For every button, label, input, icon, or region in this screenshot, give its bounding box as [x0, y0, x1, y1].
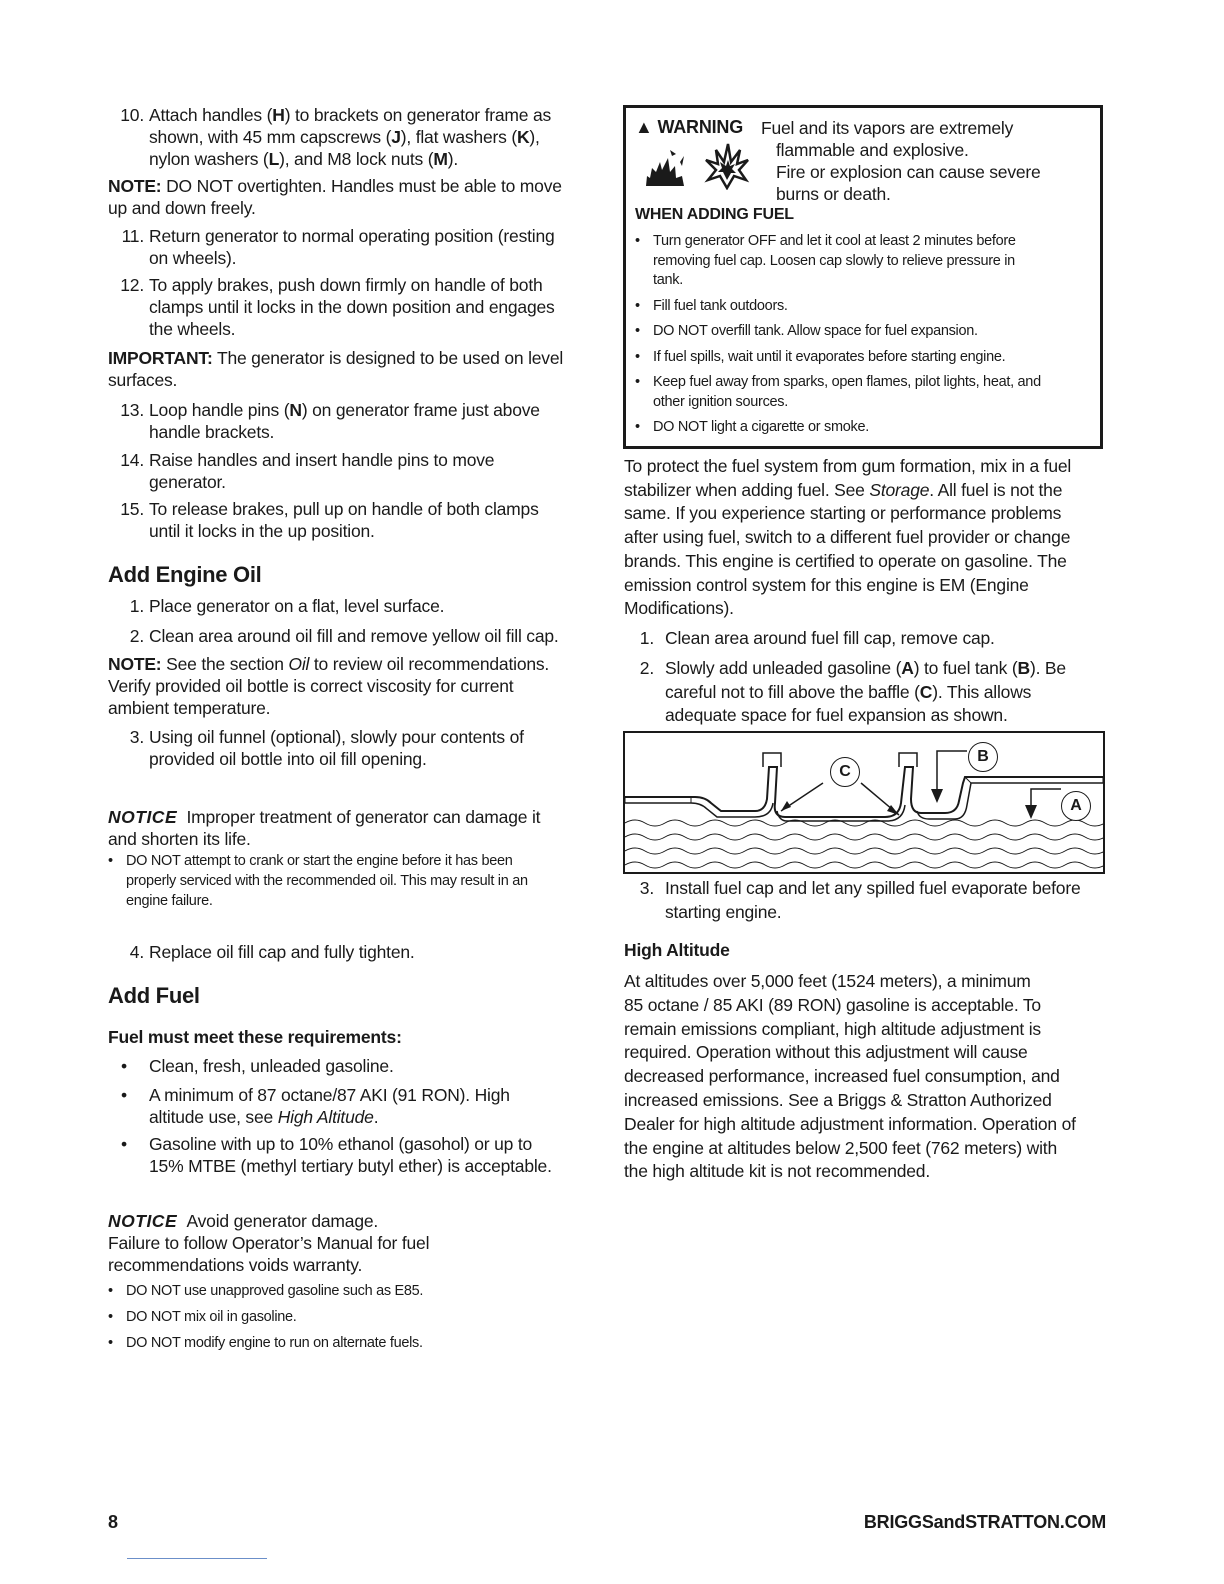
callout-c: C — [830, 757, 860, 787]
warning-bullets: • Turn generator OFF and let it cool at least 2 minutes before removing fuel cap. Loosen cap slowly to relieve pressure in tank. • Fill fuel tank outdoors. • DO NOT overfill tank. Allow space for fuel expansion. • If fuel spills, wait until it evaporates before starting engine. • Keep fuel away from sparks, open flames, pilot lights, heat, and other ignition sources. • DO NOT light a cigarette or smoke. — [635, 233, 1041, 435]
heading-add-fuel: Add Fuel — [108, 983, 200, 1008]
page-number: 8 — [108, 1512, 118, 1532]
high-altitude-paragraph: At altitudes over 5,000 feet (1524 meters), a minimum 85 octane / 85 AKI (89 RON) gasoline is acceptable. To remain emissions compliant, high altitude adjustment is required. Operation without this adjustment will cause decreased performance, increased fuel consumption, and increased emissions. See a Briggs & Stratton Authorized Dealer for high altitude adjustment information. Operation of the engine at altitudes below 2,500 feet (762 meters) with the high altitude kit is not recommended. — [624, 971, 1076, 1182]
notice-avoid-damage: NOTICE Avoid generator damage. Failure to follow Operator’s Manual for fuel recommendations voids warranty. — [108, 1211, 430, 1275]
note-handles: NOTE: DO NOT overtighten. Handles must be able to move up and down freely. — [108, 176, 562, 218]
note-oil: NOTE: See the section Oil to review oil recommendations. Verify provided oil bottle is correct viscosity for current ambient temperature. — [108, 654, 550, 718]
warning-triangle-icon: ▲ — [635, 117, 653, 137]
callout-a: A — [1061, 791, 1091, 821]
fuel-tank-diagram — [623, 731, 1105, 874]
step-number: 10. — [120, 105, 144, 125]
heading-high-altitude: High Altitude — [624, 940, 730, 960]
callout-b: B — [968, 742, 998, 772]
notice-label: NOTICE — [108, 1211, 178, 1231]
warning-subheading: WHEN ADDING FUEL — [635, 206, 794, 223]
fire-icon — [642, 146, 688, 188]
notice-label: NOTICE — [108, 807, 178, 827]
explosion-icon — [704, 142, 750, 190]
warning-message-2: flammable and explosive. Fire or explosion can cause severe burns or death. — [776, 140, 1041, 204]
warning-message-1: Fuel and its vapors are extremely — [761, 118, 1014, 138]
heading-add-engine-oil: Add Engine Oil — [108, 562, 262, 587]
website-url[interactable]: BRIGGSandSTRATTON.COM — [863, 1512, 1106, 1532]
divider — [127, 1558, 267, 1559]
subheading-fuel-requirements: Fuel must meet these requirements: — [108, 1027, 402, 1047]
warning-label: ▲ WARNING — [635, 117, 744, 137]
notice-improper-treatment: NOTICE Improper treatment of generator can damage it and shorten its life. — [108, 807, 541, 849]
important-note: IMPORTANT: The generator is designed to be used on level surfaces. — [108, 348, 564, 390]
fuel-system-paragraph: To protect the fuel system from gum formation, mix in a fuel stabilizer when adding fuel. See Storage. All fuel is not the same. If you experience starting or performance problems after using fuel, switch to a different fuel provider or change brands. This engine is certified to operate on gasoline. The emission control system for this engine is EM (Engine Modifications). — [624, 456, 1072, 619]
warning-box — [623, 105, 1103, 449]
